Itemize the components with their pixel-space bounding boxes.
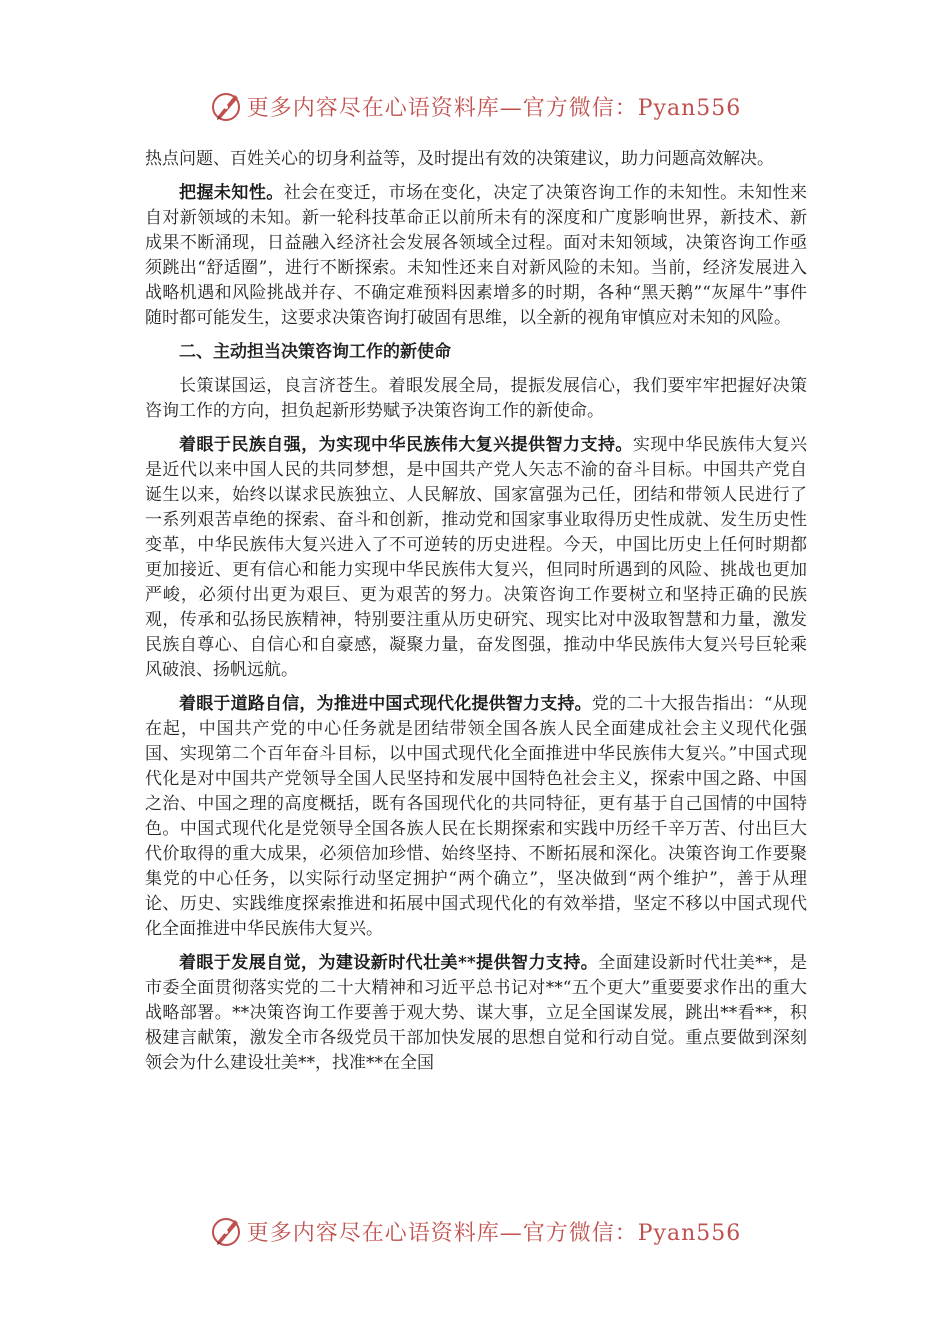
paragraph: 着眼于道路自信，为推进中国式现代化提供智力支持。党的二十大报告指出：“从现在起，中国共产党的中心任务就是团结带领全国各族人民全面建成社会主义现代化强国、实现第二个百年奋斗目标，以中国式现代化全面推进中华民族伟大复兴。”中国式现代化是对中国共产党领导全国人民坚持和发展中国特色社会主义，探索中国之路、中国之治、中国之理的高度概括，既有各国现代化的共同特征，更有基于自己国情的中国特色。中国式现代化是党领导全国各族人民在长期探索和实践中历经千辛万苦、付出巨大代价取得的重大成果，必须倍加珍惜、始终坚持、不断拓展和深化。决策咨询工作要聚集党的中心任务，以实际行动坚定拥护“两个确立”，坚决做到“两个维护”，善于从理论、历史、实践维度探索推进和拓展中国式现代化的有效举措，坚定不移以中国式现代化全面推进中华民族伟大复兴。 bbox=[145, 694, 807, 939]
paragraph: 长策谋国运，良言济苍生。着眼发展全局，提振发展信心，我们要牢牢把握好决策咨询工作的方向，担负起新形势赋予决策咨询工作的新使命。 bbox=[145, 376, 807, 421]
paragraph-lead: 把握未知性。 bbox=[179, 183, 284, 203]
paragraph: 热点问题、百姓关心的切身利益等，及时提出有效的决策建议，助力问题高效解决。 bbox=[145, 149, 774, 169]
paragraph: 把握未知性。社会在变迁，市场在变化，决定了决策咨询工作的未知性。未知性来自对新领域的未知。新一轮科技革命正以前所未有的深度和广度影响世界，新技术、新成果不断涌现，日益融入经济社会发展各领域全过程。面对未知领域，决策咨询工作亟须跳出“舒适圈”，进行不断探索。未知性还来自对新风险的未知。当前，经济发展进入战略机遇和风险挑战并存、不确定难预料因素增多的时期，各种“黑天鹅”“灰犀牛”事件随时都可能发生，这要求决策咨询打破固有思维，以全新的视角审慎应对未知的风险。 bbox=[145, 183, 808, 328]
header-banner bbox=[0, 86, 950, 126]
pen-nib-circle-icon bbox=[209, 89, 243, 123]
paragraph-lead: 着眼于民族自强，为实现中华民族伟大复兴提供智力支持。 bbox=[179, 435, 633, 455]
footer-banner bbox=[0, 1211, 950, 1251]
pen-nib-circle-icon bbox=[209, 1214, 243, 1248]
paragraph-lead: 着眼于道路自信，为推进中国式现代化提供智力支持。 bbox=[179, 694, 592, 714]
paragraph: 着眼于发展自觉，为建设新时代壮美**提供智力支持。全面建设新时代壮美**，是市委全面贯彻落实党的二十大精神和习近平总书记对**“五个更大”重要要求作出的重大战略部署。**决策咨询工作要善于观大势、谋大事，立足全国谋发展，跳出**看**，积极建言献策，激发全市各级党员干部加快发展的思想自觉和行动自觉。重点要做到深刻领会为什么建设壮美**，找准**在全国 bbox=[145, 953, 808, 1073]
paragraph-lead: 着眼于发展自觉，为建设新时代壮美**提供智力支持。 bbox=[179, 953, 599, 973]
paragraph: 着眼于民族自强，为实现中华民族伟大复兴提供智力支持。实现中华民族伟大复兴是近代以来中国人民的共同梦想，是中国共产党人矢志不渝的奋斗目标。中国共产党自诞生以来，始终以谋求民族独立、人民解放、国家富强为己任，团结和带领人民进行了一系列艰苦卓绝的探索、奋斗和创新，推动党和国家事业取得历史性成就、发生历史性变革，中华民族伟大复兴进入了不可逆转的历史进程。今天，中国比历史上任何时期都更加接近、更有信心和能力实现中华民族伟大复兴，但同时所遇到的风险、挑战也更加严峻，必须付出更为艰巨、更为艰苦的努力。决策咨询工作要树立和坚持正确的民族观，传承和弘扬民族精神，特别要注重从历史研究、现实比对中汲取智慧和力量，激发民族自尊心、自信心和自豪感，凝聚力量，奋发图强，推动中华民族伟大复兴号巨轮乘风破浪、扬帆远航。 bbox=[145, 435, 808, 680]
banner-text: 更多内容尽在心语资料库—官方微信：Pyan556 bbox=[246, 95, 742, 121]
section-heading: 二、主动担当决策咨询工作的新使命 bbox=[179, 342, 451, 362]
banner-text: 更多内容尽在心语资料库—官方微信：Pyan556 bbox=[246, 1220, 742, 1246]
document-body bbox=[145, 147, 807, 1085]
